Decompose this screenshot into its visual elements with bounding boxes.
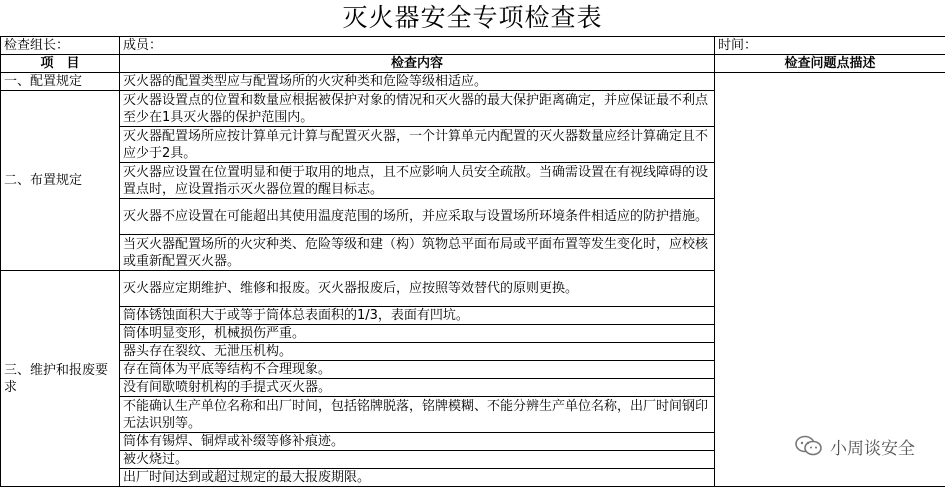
check-item: 灭火器应定期维护、维修和报废。灭火器报废后，应按照等效替代的原则更换。 xyxy=(120,271,715,307)
check-item: 灭火器配置场所应按计算单元计算与配置灭火器，一个计算单元内配置的灭火器数量应经计算确定且不应少于2具。 xyxy=(120,127,715,163)
section-label-maintenance: 三、维护和报废要求 xyxy=(1,271,120,487)
check-item: 筒体锈蚀面积大于或等于筒体总表面积的1/3，表面有凹坑。 xyxy=(120,307,715,325)
leader-field[interactable]: 检查组长： xyxy=(1,37,120,55)
check-item: 存在筒体为平底等结构不合理现象。 xyxy=(120,361,715,379)
header-row xyxy=(1,55,945,73)
table-row xyxy=(1,73,945,91)
column-header-item: 项 目 xyxy=(1,55,120,73)
column-header-content: 检查内容 xyxy=(120,55,715,73)
check-item: 灭火器应设置在位置明显和便于取用的地点，且不应影响人员安全疏散。当确需设置在有视线障碍的设置点时，应设置指示灭火器位置的醒目标志。 xyxy=(120,163,715,199)
check-item: 没有间歇喷射机构的手提式灭火器。 xyxy=(120,379,715,397)
members-field[interactable]: 成员： xyxy=(120,37,715,55)
page-title: 灭火器安全专项检查表 xyxy=(342,3,603,32)
check-item: 器头存在裂纹、无泄压机构。 xyxy=(120,343,715,361)
check-item: 筒体明显变形，机械损伤严重。 xyxy=(120,325,715,343)
time-field[interactable]: 时间： xyxy=(715,37,945,55)
check-item: 出厂时间达到或超过规定的最大报废期限。 xyxy=(120,469,715,487)
check-item: 筒体有锡焊、铜焊或补缀等修补痕迹。 xyxy=(120,433,715,451)
section-label-config: 一、配置规定 xyxy=(1,73,120,91)
column-header-desc: 检查问题点描述 xyxy=(715,55,945,73)
check-item: 被火烧过。 xyxy=(120,451,715,469)
check-item: 当灭火器配置场所的火灾种类、危险等级和建（构）筑物总平面布局或平面布置等发生变化时，应校核或重新配置灭火器。 xyxy=(120,235,715,271)
watermark xyxy=(794,433,915,459)
info-row xyxy=(1,37,945,55)
check-item: 灭火器设置点的位置和数量应根据被保护对象的情况和灭火器的最大保护距离确定，并应保证最不利点至少在1具灭火器的保护范围内。 xyxy=(120,91,715,127)
check-item: 灭火器的配置类型应与配置场所的火灾种类和危险等级相适应。 xyxy=(120,73,715,91)
wechat-icon xyxy=(794,434,824,458)
inspection-table xyxy=(0,36,945,487)
watermark-text: 小周谈安全 xyxy=(830,438,915,459)
check-item: 灭火器不应设置在可能超出其使用温度范围的场所，并应采取与设置场所环境条件相适应的防护措施。 xyxy=(120,199,715,235)
problem-description-cell[interactable] xyxy=(715,73,945,487)
check-item: 不能确认生产单位名称和出厂时间，包括铭牌脱落，铭牌模糊、不能分辨生产单位名称，出厂时间钢印无法识别等。 xyxy=(120,397,715,433)
section-label-layout: 二、布置规定 xyxy=(1,91,120,271)
